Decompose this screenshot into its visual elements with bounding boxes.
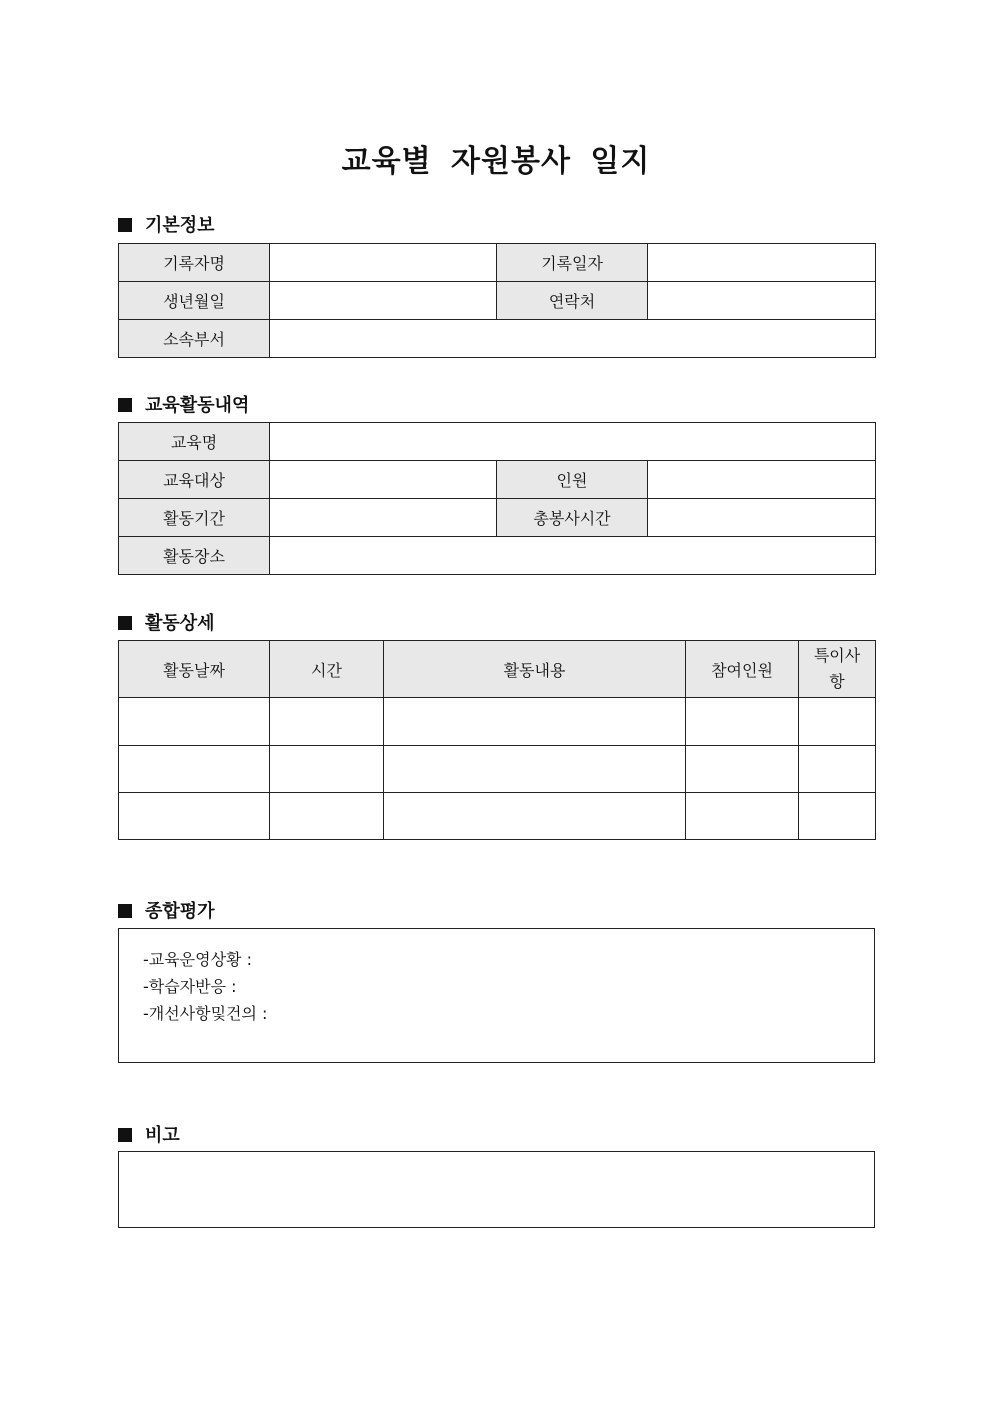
- activity-period-label: 활동기간: [119, 499, 270, 537]
- square-bullet-icon: [118, 1128, 132, 1142]
- evaluation-line-learner-response: -학습자반응 :: [143, 977, 237, 996]
- activity-place-label: 활동장소: [119, 537, 270, 575]
- evaluation-line-improvements: -개선사항및건의 :: [143, 1004, 268, 1023]
- contact-field[interactable]: [648, 282, 876, 320]
- table-cell[interactable]: [270, 793, 384, 840]
- section-heading-evaluation: [118, 897, 215, 923]
- education-name-label: 교육명: [119, 423, 270, 461]
- square-bullet-icon: [118, 398, 132, 412]
- section-heading-education: [118, 391, 249, 417]
- birthdate-field[interactable]: [270, 282, 497, 320]
- table-cell[interactable]: [119, 698, 270, 746]
- column-header: 활동내용: [384, 641, 686, 698]
- evaluation-line-operation: -교육운영상황 :: [143, 950, 252, 969]
- remarks-box[interactable]: [118, 1151, 875, 1228]
- total-hours-field[interactable]: [648, 499, 876, 537]
- recorder-label: 기록자명: [119, 244, 270, 282]
- table-row: [119, 746, 876, 793]
- evaluation-box[interactable]: [118, 928, 875, 1063]
- section-title: 활동상세: [145, 613, 215, 634]
- square-bullet-icon: [118, 616, 132, 630]
- department-label: 소속부서: [119, 320, 270, 358]
- activity-period-field[interactable]: [270, 499, 497, 537]
- table-cell[interactable]: [119, 746, 270, 793]
- column-header: 활동날짜: [119, 641, 270, 698]
- basic-info-table: [118, 243, 876, 358]
- activity-detail-table: [118, 640, 876, 840]
- table-cell[interactable]: [384, 698, 686, 746]
- table-cell[interactable]: [686, 793, 799, 840]
- table-cell[interactable]: [384, 746, 686, 793]
- contact-label: 연락처: [497, 282, 648, 320]
- page-title: 교육별 자원봉사 일지: [341, 144, 651, 179]
- table-cell[interactable]: [270, 698, 384, 746]
- section-title: 기본정보: [145, 215, 215, 236]
- activity-place-field[interactable]: [270, 537, 876, 575]
- section-title: 비고: [145, 1125, 180, 1146]
- recorder-field[interactable]: [270, 244, 497, 282]
- table-cell[interactable]: [799, 746, 876, 793]
- section-title: 교육활동내역: [145, 395, 250, 416]
- section-heading-remarks: [118, 1121, 180, 1147]
- table-header-row: [119, 641, 876, 698]
- column-header: 시간: [270, 641, 384, 698]
- table-cell[interactable]: [799, 698, 876, 746]
- department-field[interactable]: [270, 320, 876, 358]
- education-target-field[interactable]: [270, 461, 497, 499]
- record-date-field[interactable]: [648, 244, 876, 282]
- education-target-label: 교육대상: [119, 461, 270, 499]
- square-bullet-icon: [118, 904, 132, 918]
- section-heading-activity-detail: [118, 609, 215, 635]
- total-hours-label: 총봉사시간: [497, 499, 648, 537]
- table-cell[interactable]: [686, 698, 799, 746]
- table-row: [119, 793, 876, 840]
- table-row: [119, 698, 876, 746]
- record-date-label: 기록일자: [497, 244, 648, 282]
- table-cell[interactable]: [270, 746, 384, 793]
- table-cell[interactable]: [686, 746, 799, 793]
- column-header: 특이사항: [799, 641, 876, 698]
- birthdate-label: 생년월일: [119, 282, 270, 320]
- headcount-field[interactable]: [648, 461, 876, 499]
- education-table: [118, 422, 876, 575]
- table-cell[interactable]: [119, 793, 270, 840]
- table-cell[interactable]: [799, 793, 876, 840]
- section-heading-basic-info: [118, 211, 215, 237]
- section-title: 종합평가: [145, 901, 215, 922]
- headcount-label: 인원: [497, 461, 648, 499]
- column-header: 참여인원: [686, 641, 799, 698]
- square-bullet-icon: [118, 218, 132, 232]
- education-name-field[interactable]: [270, 423, 876, 461]
- table-cell[interactable]: [384, 793, 686, 840]
